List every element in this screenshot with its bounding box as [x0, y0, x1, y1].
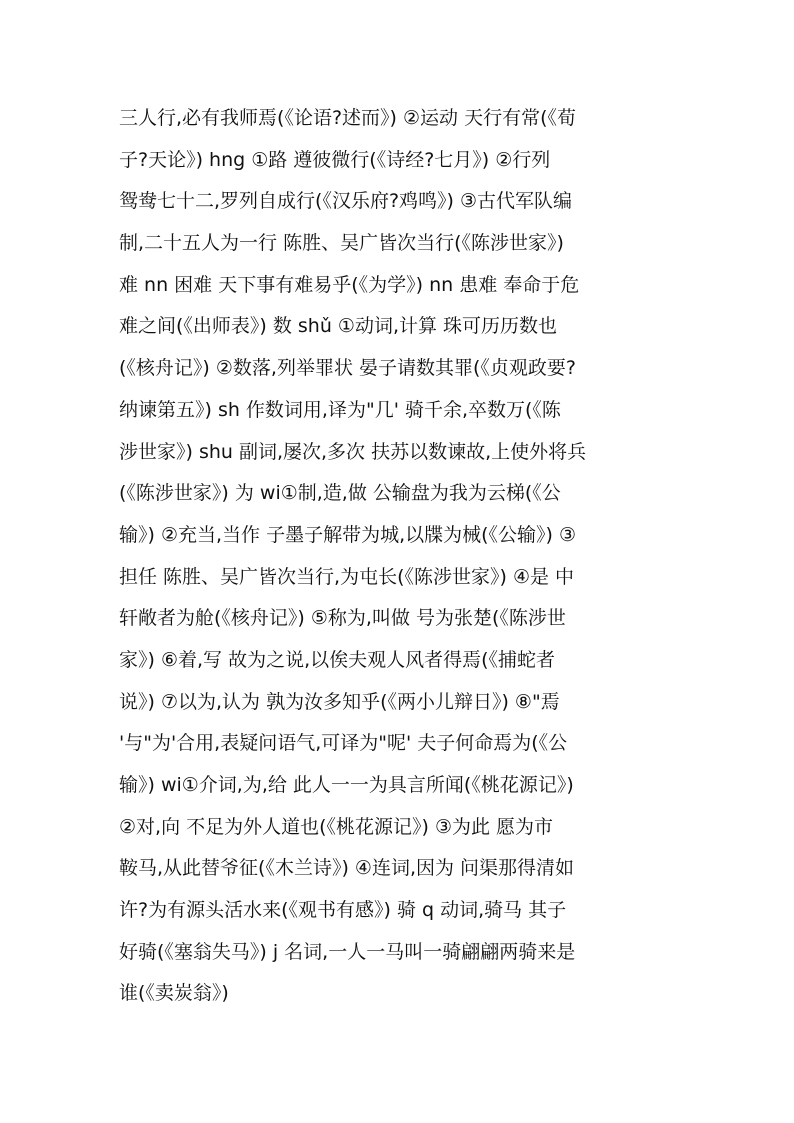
text-line: 好骑(《塞翁失马》) j 名词,一人一马叫一骑翩翩两骑来是 [119, 940, 576, 963]
text-line: 谁(《卖炭翁》) [119, 982, 229, 1005]
body-text [119, 98, 699, 1015]
text-line: 纳谏第五》) sh 作数词用,译为"几' 骑千余,卒数万(《陈 [119, 398, 561, 421]
text-line: 制,二十五人为一行 陈胜、吴广皆次当行(《陈涉世家》) [119, 232, 564, 255]
text-line: 许?为有源头活水来(《观书有感》) 骑 q 动词,骑马 其子 [119, 899, 567, 922]
text-line: 担任 陈胜、吴广皆次当行,为屯长(《陈涉世家》) ④是 中 [119, 565, 575, 588]
text-line: 输》) ②充当,当作 子墨子解带为城,以牒为械(《公输》) ③ [119, 523, 577, 546]
text-line: 输》) wi①介词,为,给 此人一一为具言所闻(《桃花源记》) [119, 774, 574, 796]
text-line: 三人行,必有我师焉(《论语?述而》) ②运动 天行有常(《荀 [119, 107, 576, 129]
text-line: 难 nn 困难 天下事有难易乎(《为学》) nn 患难 奉命于危 [119, 273, 580, 296]
text-line: 鸳鸯七十二,罗列自成行(《汉乐府?鸡鸣》) ③古代军队编 [119, 190, 573, 213]
text-line: 子?天论》) hng ①路 遵彼微行(《诗经?七月》) ②行列 [119, 148, 551, 171]
text-line: (《陈涉世家》) 为 wi①制,造,做 公输盘为我为云梯(《公 [119, 482, 561, 505]
text-line: 说》) ⑦以为,认为 孰为汝多知乎(《两小儿辩日》) ⑧"焉 [119, 690, 560, 713]
text-line: '与"为'合用,表疑问语气,可译为"呢' 夫子何命焉为(《公 [119, 732, 568, 755]
text-line: (《核舟记》) ②数落,列举罪状 晏子请数其罪(《贞观政要? [119, 357, 576, 380]
text-line: 难之间(《出师表》) 数 shǔ ①动词,计算 珠可历历数也 [119, 315, 558, 338]
text-line: 轩敞者为舱(《核舟记》) ⑤称为,叫做 号为张楚(《陈涉世 [119, 607, 566, 630]
text-line: 涉世家》) shu 副词,屡次,多次 扶苏以数谏故,上使外将兵 [119, 440, 587, 463]
text-line: ②对,向 不足为外人道也(《桃花源记》) ③为此 愿为市 [119, 815, 554, 838]
text-line: 鞍马,从此替爷征(《木兰诗》) ④连词,因为 问渠那得清如 [119, 857, 575, 880]
text-line: 家》) ⑥着,写 故为之说,以俟夫观人风者得焉(《捕蛇者 [119, 648, 556, 671]
